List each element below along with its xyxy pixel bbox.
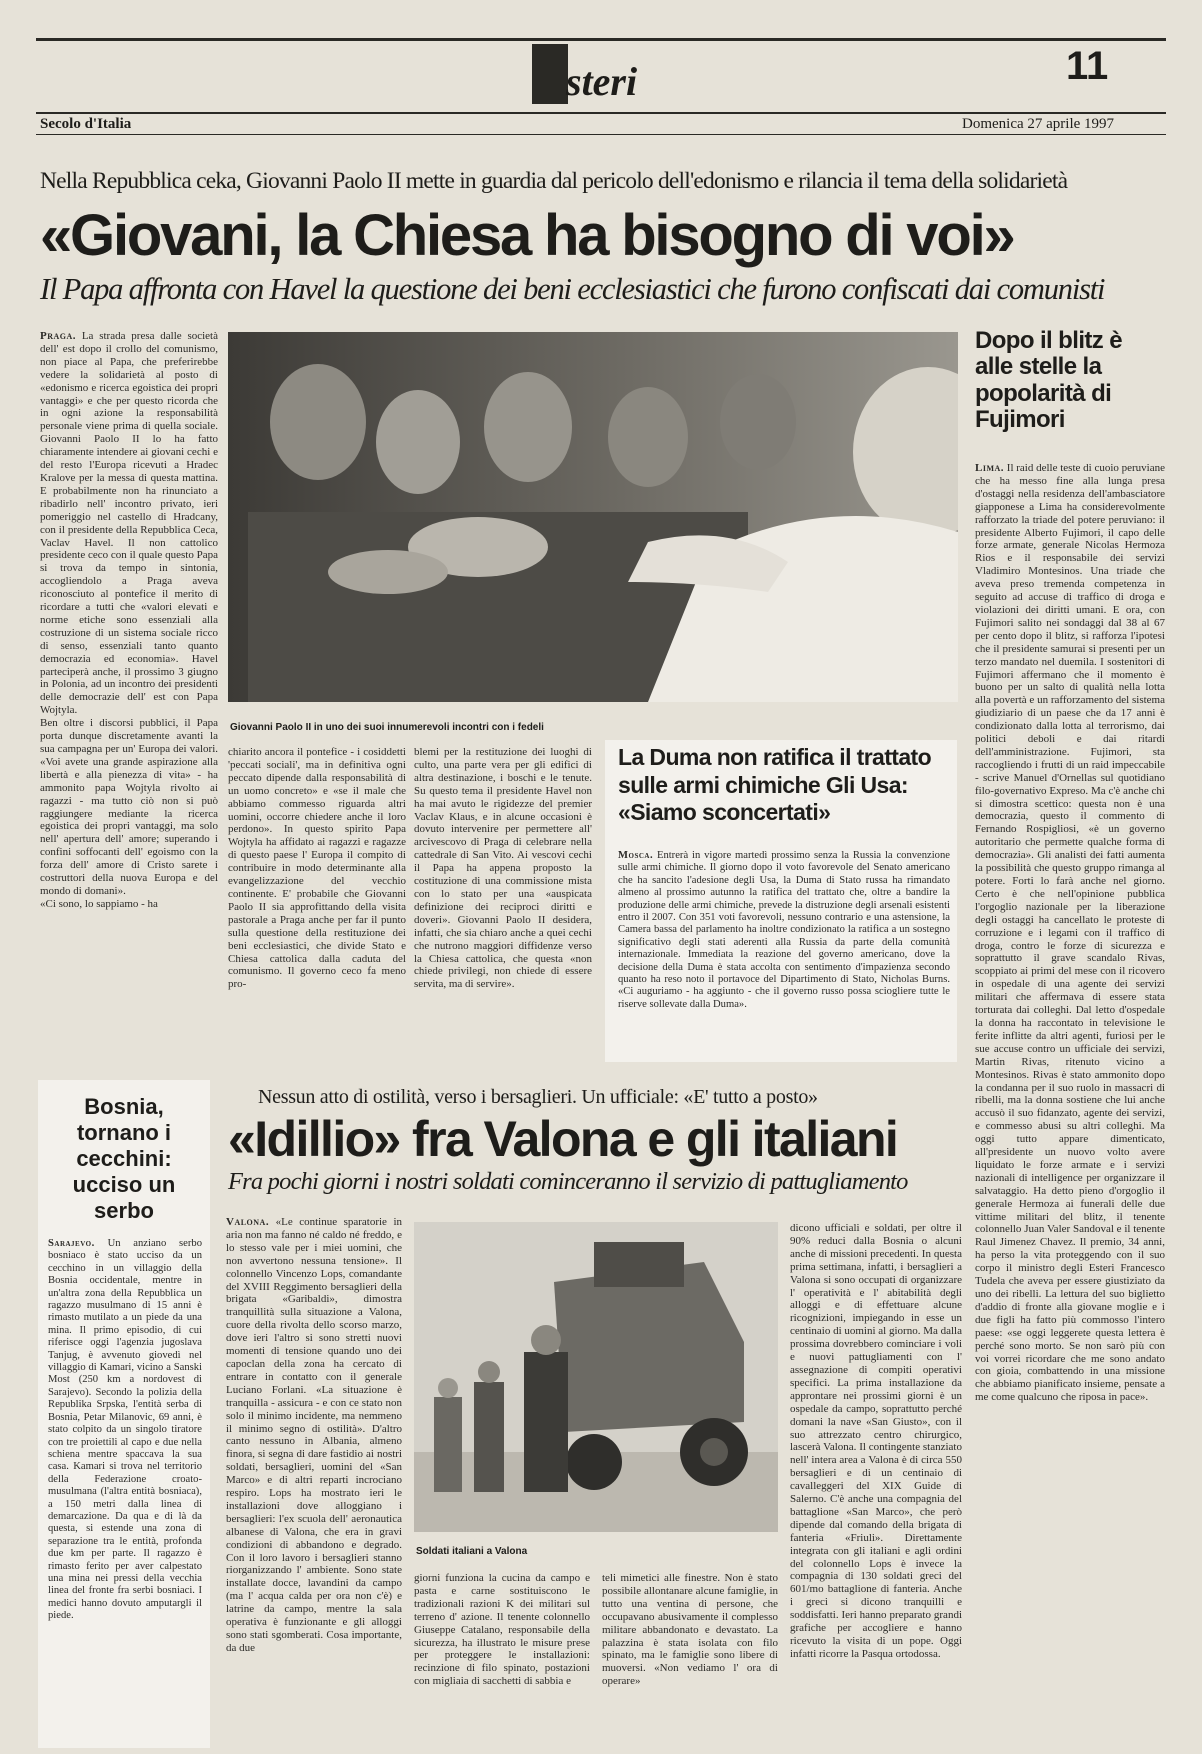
soldiers-photo-image bbox=[414, 1222, 778, 1532]
fujimori-text: Il raid delle teste di cuoio peruviane che ha messo fine alla lunga presa d'ostaggi nella residenza dell'ambasciatore giapponese a Lima ha considerevolmente rafforzato la triade del potere peruviano: il presidente Alberto Fujimori, il capo delle forze armate, generale Nicolas Hermoza Rios e il responsabile dei servizi Vladimiro Montesinos. Una triade che aveva preso tremenda competenza in seguito ad accuse di traffico di droga e violazioni dei diritti umani. E ora, con Fujimori salito nei sondaggi dal 38 al 67 per cento dopo il blitz, si rafforza l'ipotesi che il presidente samurai si presenti per un terzo mandato nel duemila. I sostenitori di Fujimori affermano che il momento è buono per un salto di qualità nella lotta alla povertà e un rafforzamento del sistema giudiziario di un paese che da 17 anni è condizionato dalla lotta al terrorismo, dai politici deboli e dai ritardi dell'amministrazione. Fujimori, sta raccogliendo i frutti di un raid impeccabile - scrive Manuel d'Ornellas sul quotidiano filo-governativo Expreso. Ma c'è anche chi si dimostra scettico: questa non è una democrazia, questo il commento di Fernando Rospigliosi, «è un governo autoritario che permette qualche forma di democrazia». Gli analisti dei fatti aumenta la possibilità che questo gruppo rimanga al potere. Forti lo farà anche nel giorno. Certo è che nell'opinione pubblica l'orgoglio nazionale per la liberazione degli ostaggi ha cancellato le proteste di corruzione e i legami con il traffico di droga, contro le forze di sicurezza e soprattutto il grave scandalo Rivas, scoppiato ai primi del mese con il ricovero in ospedale di una agente dei servizi militari che affermava di essere stata torturata dai colleghi. Dal letto d'ospedale la donna ha raccontato in televisione le ferite inflitte da altri agenti, furiosi per le sue accuse contro un ufficiale dei servizi, Martin Rivas, ritenuto vicino a Montesinos. Rivas è stato ammonito dopo la condanna per il suo ruolo in massacri di ribelli, ma la donna sostiene che lui anche accusò il suo fidanzato, agente dei servizi, e commesso abusi su altri colleghi. Ma oggi tutto appare dimenticato, all'presidente un nuovo volto avere liquidato le forze armate e i servizi nazionali di intelligence per organizzare il salvataggio. Ha detto pieno d'orgoglio il generale Hermoza ai funerali delle due vittime militari del blitz, il tenente colonnello Juan Valer Sandoval e il tenente Raul Jimenez Chavez. Il premio, 34 anni, ha perso la vita proteggendo con il suo corpo il ministro degli Esteri Francesco Tudela che aveva per essere giustiziato da uno dei ribelli. La lettura del suo biglietto d'addio di fronte alla giovane moglie e i due figli ha fatto più commosso l'intero paese: «se oggi leggerete questa lettera è perché sono morto. Se non sarò più con voi vorrei ricordare che me sono andato con gioia, combattendo in una missione che abbiamo pianificato insieme, pensate a me come qualcuno che riposa in pace». bbox=[975, 462, 1165, 1404]
bosnia-headline: Bosnia, tornano i cecchini: ucciso un serbo bbox=[72, 1094, 176, 1223]
story2-column-2: giorni funziona la cucina da campo e pasta e carne sostituiscono le tradizionali razioni K dei militari sul terreno d' azione. Il tenente colonnello Giuseppe Catalano, responsabile della sicurezza, ha illustrato le misure prese per proteggere le installazioni: recinzione di filo spinato, postazioni con migliaia di sacchetti di sabbia e bbox=[414, 1572, 590, 1688]
story1-col1-lead: La strada presa dalle società dell' est dopo il crollo del comunismo, non piace al Papa, che preferirebbe vedere la solidarietà al posto di «edonismo e ricerca egoistica dei propri vantaggi» e che per questo ricorda che in ogni azione la responsabilità personale viene prima di quella sociale. Giovanni Paolo II lo ha fatto chiaramente intendere ai giovani cechi e del resto l'Europa ricevuti a Hradec Kralove per la messa di questa mattina. E probabilmente non ha rinunciato a ribadirlo nell' incontro privato, ieri pomeriggio nel castello di Hradcany, con il presidente della Repubblica Ceca, Vaclav Havel. Il non cattolico presidente ceco con il quale questo Papa si trova da tempo in sintonia, accogliendolo a Praga aveva riconosciuto al pontefice il merito di ricordare a tutti che «valori elevati e norme etiche sono essenziali alla costruzione di un sistema sociale ricco di senso, essenziali tanto quanto democrazia ed economia». Havel parteciperà anche, il prossimo 3 giugno in Polonia, ad un incontro dei presidenti delle democrazie dell' est con Papa Wojtyla. bbox=[40, 330, 218, 717]
soldiers-photo bbox=[414, 1222, 778, 1532]
pope-photo-caption: Giovanni Paolo II in uno dei suoi innumerevoli incontri con i fedeli bbox=[230, 722, 544, 733]
story2-column-1 bbox=[226, 1216, 402, 1748]
duma-headline: La Duma non ratifica il trattato sulle armi chimiche Gli Usa: «Siamo sconcertati» bbox=[618, 744, 932, 826]
pope-photo bbox=[228, 332, 958, 702]
story1-headline: «Giovani, la Chiesa ha bisogno di voi» bbox=[40, 203, 1014, 268]
duma-dateline: Mosca. bbox=[618, 850, 654, 861]
story1-subhead: Il Papa affronta con Havel la questione dei beni ecclesiastici che furono confiscati dai comunisti bbox=[40, 272, 1105, 306]
pope-photo-image bbox=[228, 332, 958, 702]
top-rule bbox=[36, 38, 1166, 41]
bosnia-body bbox=[48, 1238, 202, 1743]
story2-col1-text: «Le continue sparatorie in aria non ma fanno né caldo né freddo, e lo stesso vale per i miei uomini, che non avvertono nessuna tensione». Il colonnello Vincenzo Lops, comandante del XVIII Reggimento bersaglieri della brigata «Garibaldi», dimostra tranquillità sulla situazione a Valona, cuore della rivolta dello scorso marzo, dove ieri l'altro si sono stretti nuovi momenti di tensione quando uno dei capoclan della zona ha cercato di entrare in contatto con il generale Luciano Forlani. «La situazione è tranquilla - assicura - e con ce stato non solo il minimo incidente, ma nemmeno il minimo segno di ostilità». D'altro canto nessuno in Albania, almeno finora, si segna di dare fastidio ai nostri soldati, bersaglieri, uomini del «San Marco» e di altri reparti incrociano respiro. Lops ha mostrato ieri le installazioni dove alloggiano i bersaglieri: l'ex scuola dell' aeronautica albanese di Valona, che era in gravi condizioni di abbandono e degrado. Con il loro lavoro i bersaglieri stanno riorganizzando l' ambiente. Sono state installate docce, lavandini da campo (ma l' acqua calda per ora non c'è) e latrine da campo, mentre la sala operativa è funzionante e gli alloggi sono stati sgomberati. Cosa importante, da due bbox=[226, 1216, 402, 1654]
story2-subhead: Fra pochi giorni i nostri soldati cominceranno il servizio di pattugliamento bbox=[228, 1168, 908, 1195]
story1-column-1 bbox=[40, 330, 218, 1058]
story1-col1-end: «Ci sono, lo sappiamo - ha bbox=[40, 897, 158, 910]
story2-dateline: Valona. bbox=[226, 1216, 270, 1228]
section-title: steri bbox=[566, 59, 638, 104]
fujimori-dateline: Lima. bbox=[975, 462, 1005, 474]
bosnia-text: Un anziano serbo bosniaco è stato ucciso da un cecchino in un villaggio della Bosnia occidentale, mentre in un'altra zona della Repubblica un ragazzo musulmano di 15 anni è rimasto mutilato a un piede da una mina. Il primo episodio, di cui riferisce oggi l'agenzia jugoslava Tanjug, è avvenuto giovedì nel villaggio di Kamari, vicino a Sanski Most (250 km a nordovest di Sarajevo). Secondo la polizia della Republika Srpska, l'entità serba di Bosnia, Petar Milanovic, 69 anni, è stato colpito da un singolo tiratore con tre proiettili al capo e due nella schiena mentre spaccava la sua casa. Kamari si trova nel territorio della Federazione croato-musulmana (l'altra entità bosniaca), a 150 metri dalla linea di demarcazione. Da qua e di là da questa, si estende una zona di separazione tra le entità, profonda due km per parte. Il ragazzo è rimasto ferito per aver calpestato una mina nei pressi della vecchia linea del fronte fra serbi bosniaci. I medici hanno dovuto amputargli il piede. bbox=[48, 1238, 202, 1622]
story1-column-3: blemi per la restituzione dei luoghi di culto, una parte vera per gli edifici di altra destinazione, i boschi e le tenute. Su questo tema il presidente Havel non ha mai avuto le rigidezze del premier Vaclav Klaus, e in alcune occasioni è dovuto intervenire per permettere all' arcivescovo di Praga di celebrare nella cattedrale di San Vito. Ai vescovi cechi il Papa ha appena proposto la costituzione di una commissione mista con lo stato per una «auspicata definizione dei reciproci diritti e doveri». Giovanni Paolo II desidera, infatti, che sia chiaro anche a quei cechi che nutrono maggiori diffidenze verso la Chiesa cattolica, che questa «non chiede privilegi, non chiede di essere servita, ma di servire». bbox=[414, 746, 592, 991]
fujimori-body bbox=[975, 462, 1165, 1752]
story1-col1-more: Ben oltre i discorsi pubblici, il Papa porta dunque discretamente avanti la sua campagna per un' Europa dei valori. «Voi avete una grande aspirazione alla libertà e alla pienezza di vita» - ha ammonito papa Wojtyla rivolto ai ragazzi - ma tutto ciò non si può raggiungere mediante la ricerca egoistica dei propri vantaggi, ma solo nell' apertura dell' amore; superando i confini soffocanti dell' egoismo con la forza dell' amore di Cristo sarete i costruttori della nuova Europa e del mondo di domani». bbox=[40, 717, 218, 897]
page-number: 11 bbox=[1066, 44, 1109, 88]
bosnia-dateline: Sarajevo. bbox=[48, 1238, 95, 1249]
soldiers-photo-caption: Soldati italiani a Valona bbox=[416, 1546, 528, 1557]
section-initial-block bbox=[532, 44, 568, 104]
story2-column-4: dicono ufficiali e soldati, per oltre il 90% reduci dalla Bosnia o alcuni anche di missioni precedenti. In questa prima settimana, infatti, i bersaglieri a Valona si sono occupati di organizzare l' operatività e l' abitabilità degli alloggi e di effettuare alcune ricognizioni, impiegando in esse un centinaio di uomini al giorno. Ma dalla prossima dovrebbero cominciare i voli e nuovi pattugliamenti con l' assegnazione di compiti operativi specifici. La prima installazione da approntare nei prossimi giorni è un ospedale da campo, soprattutto perché domani la nave «San Giusto», con il suo attrezzato centro chirurgico, lascerà Valona. Il contingente stanziato nell' intera area a Valona è di circa 550 bersaglieri e di un centinaio di cavalleggeri del XIX Guide di Salerno. C'è anche una compagnia del battaglione «San Marco», che però dipende dal comando della brigata di fanteria «Friuli». Direttamente integrata con gli italiani e agli ordini del colonnello Lops è invece la compagnia di 130 soldati greci del 601/mo battaglione di fanteria. Anche i greci si dicono tranquilli e soddisfatti. Ieri hanno preparato grandi grafiche per accogliere e hanno ricevuto la visita di un pope. Oggi infatti ricorre la Pasqua ortodossa. bbox=[790, 1222, 962, 1660]
story2-kicker: Nessun atto di ostilità, verso i bersaglieri. Un ufficiale: «E' tutto a posto» bbox=[258, 1086, 818, 1108]
masthead-thin-rule bbox=[36, 134, 1166, 135]
fujimori-headline: Dopo il blitz è alle stelle la popolarità di Fujimori bbox=[975, 327, 1122, 434]
story1-kicker: Nella Repubblica ceka, Giovanni Paolo II mette in guardia dal pericolo dell'edonismo e rilancia il tema della solidarietà bbox=[40, 168, 1068, 194]
masthead-rule bbox=[36, 112, 1166, 114]
story1-column-2: chiarito ancora il pontefice - i cosiddetti 'peccati sociali', ma in definitiva ogni peccato dipende dalla responsabilità di un uomo concreto» e «se il male che abbiamo commesso riguarda altri uomini, occorre chiedere anche il loro perdono». In questo spirito Papa Wojtyla ha affidato ai ragazzi e ragazze di questo paese l' Europa il compito di contribuire in modo determinante alla evangelizzazione del vecchio continente. E' probabile che Giovanni Paolo II sia approfittando della visita pastorale a Praga anche per far il punto sulla questione della restituzione dei beni ecclesiastici, che divide Stato e Chiesa cattolica dalla caduta del comunismo. Il governo ceco fa meno pro- bbox=[228, 746, 406, 991]
story1-dateline: Praga. bbox=[40, 330, 77, 342]
issue-date: Domenica 27 aprile 1997 bbox=[962, 116, 1115, 132]
duma-text: Entrerà in vigore martedì prossimo senza la Russia la convenzione sulle armi chimiche. Il giorno dopo il voto favorevole del Senato americano che ha sancito l'adesione degli Usa, la Duma di Stato russa ha rimandato almeno al prossimo autunno la ratifica del trattato che, oltre a bandire la produzione delle armi chimiche, prevede la distruzione degli arsenali esistenti entro il 2007. Con 351 voti favorevoli, nessuno contrario e una astensione, la Camera bassa del parlamento ha inoltre condizionato la ratifica a un sostegno significativo degli stati aderenti alla Russia da parte della comunità internazionale. Immediata la reazione del governo americano, dove la decisione della Duma è stata accolta con sentimento d'impazienza secondo quanto ha reso noto il portavoce del Dipartimento di Stato, Nicholas Burns. «Ci auguriamo - ha aggiunto - che il governo russo possa sciogliere tutte le riserve sollevate dalla Duma». bbox=[618, 850, 950, 1010]
story2-column-3: teli mimetici alle finestre. Non è stato possibile allontanare alcune famiglie, in tutto una ventina di persone, che occupavano abusivamente il complesso militare abbandonato e devastato. La palazzina è stata isolata con filo spinato, ma le famiglie sono libere di muoversi. «Non vediamo l' ora di operare» bbox=[602, 1572, 778, 1688]
duma-body bbox=[618, 850, 950, 1058]
story2-headline: «Idillio» fra Valona e gli italiani bbox=[228, 1111, 898, 1167]
publication-name: Secolo d'Italia bbox=[40, 116, 132, 132]
